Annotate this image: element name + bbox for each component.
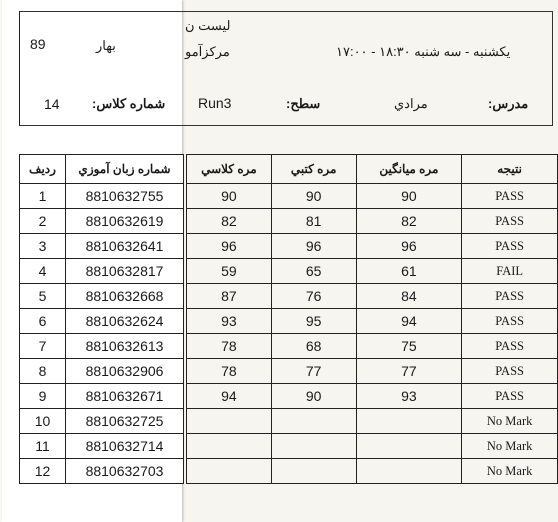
cell-average-mark: 90: [356, 184, 462, 209]
students-table-right: [186, 154, 558, 484]
cell-class-mark: 78: [187, 334, 272, 359]
cell-class-mark: 90: [187, 184, 272, 209]
class-number-value: 14: [44, 96, 60, 112]
cell-written-mark: 96: [271, 234, 356, 259]
cell-result: PASS: [462, 184, 558, 209]
cell-result: PASS: [462, 284, 558, 309]
cell-row-number: 3: [20, 234, 66, 259]
table-row: [20, 459, 184, 484]
cell-row-number: 12: [20, 459, 66, 484]
table-row: [20, 359, 184, 384]
cell-student-id: 8810632668: [66, 284, 184, 309]
cell-row-number: 4: [20, 259, 66, 284]
column-header-result: نتيجه: [462, 155, 558, 184]
cell-result: PASS: [462, 334, 558, 359]
title-fragment-2: مرکزآمو: [185, 44, 230, 59]
cell-written-mark: 90: [271, 184, 356, 209]
cell-written-mark: [271, 409, 356, 434]
table-row: [20, 259, 184, 284]
table-row: [20, 334, 184, 359]
cell-class-mark: 59: [187, 259, 272, 284]
cell-average-mark: 61: [356, 259, 462, 284]
cell-row-number: 10: [20, 409, 66, 434]
table-row: [187, 384, 558, 409]
cell-average-mark: 93: [356, 384, 462, 409]
cell-result: No Mark: [462, 434, 558, 459]
cell-written-mark: 68: [271, 334, 356, 359]
cell-row-number: 2: [20, 209, 66, 234]
column-header-written-mark: مره كتبي: [271, 155, 356, 184]
cell-result: PASS: [462, 209, 558, 234]
cell-result: PASS: [462, 359, 558, 384]
cell-written-mark: 65: [271, 259, 356, 284]
table-row: [187, 334, 558, 359]
cell-result: PASS: [462, 384, 558, 409]
cell-average-mark: 94: [356, 309, 462, 334]
cell-class-mark: 78: [187, 359, 272, 384]
cell-student-id: 8810632641: [66, 234, 184, 259]
table-row: [187, 409, 558, 434]
cell-class-mark: 93: [187, 309, 272, 334]
cell-row-number: 7: [20, 334, 66, 359]
cell-average-mark: [356, 459, 462, 484]
table-row: [20, 284, 184, 309]
cell-average-mark: [356, 434, 462, 459]
column-header-row: رديف: [20, 155, 66, 184]
table-row: [187, 234, 558, 259]
cell-student-id: 8810632725: [66, 409, 184, 434]
cell-class-mark: 96: [187, 234, 272, 259]
cell-student-id: 8810632671: [66, 384, 184, 409]
cell-student-id: 8810632703: [66, 459, 184, 484]
cell-class-mark: 94: [187, 384, 272, 409]
column-header-class-mark: مره كلاسي: [187, 155, 272, 184]
cell-class-mark: 82: [187, 209, 272, 234]
table-row: [187, 259, 558, 284]
table-row: [20, 234, 184, 259]
cell-row-number: 5: [20, 284, 66, 309]
level-label: سطح:: [286, 96, 321, 111]
cell-average-mark: 84: [356, 284, 462, 309]
column-header-average-mark: مره ميانگين: [356, 155, 462, 184]
cell-average-mark: 75: [356, 334, 462, 359]
table-row: [20, 384, 184, 409]
cell-written-mark: 77: [271, 359, 356, 384]
cell-student-id: 8810632714: [66, 434, 184, 459]
table-row: [20, 409, 184, 434]
cell-student-id: 8810632755: [66, 184, 184, 209]
cell-written-mark: [271, 434, 356, 459]
schedule: یکشنبه - سه شنبه ۱۸:۳۰ - ۱۷:۰۰: [336, 44, 511, 59]
cell-average-mark: 96: [356, 234, 462, 259]
cell-row-number: 8: [20, 359, 66, 384]
table-row: [187, 434, 558, 459]
cell-row-number: 1: [20, 184, 66, 209]
cell-class-mark: [187, 459, 272, 484]
cell-row-number: 6: [20, 309, 66, 334]
table-row: [187, 209, 558, 234]
cell-average-mark: 82: [356, 209, 462, 234]
cell-student-id: 8810632906: [66, 359, 184, 384]
class-count: 89: [30, 36, 46, 52]
cell-result: FAIL: [462, 259, 558, 284]
class-number-label: شماره کلاس:: [92, 96, 166, 111]
table-row: [187, 359, 558, 384]
cell-result: No Mark: [462, 409, 558, 434]
cell-row-number: 11: [20, 434, 66, 459]
cell-student-id: 8810632624: [66, 309, 184, 334]
cell-student-id: 8810632817: [66, 259, 184, 284]
table-row: [187, 459, 558, 484]
term: بهار: [96, 38, 116, 53]
cell-student-id: 8810632619: [66, 209, 184, 234]
cell-written-mark: 81: [271, 209, 356, 234]
table-row: [187, 184, 558, 209]
cell-class-mark: [187, 409, 272, 434]
cell-written-mark: 90: [271, 384, 356, 409]
cell-result: PASS: [462, 234, 558, 259]
cell-result: No Mark: [462, 459, 558, 484]
table-row: [20, 309, 184, 334]
level-value: Run3: [198, 95, 232, 111]
title-fragment-1: لیست ن: [185, 18, 231, 33]
cell-result: PASS: [462, 309, 558, 334]
cell-written-mark: [271, 459, 356, 484]
cell-row-number: 9: [20, 384, 66, 409]
cell-class-mark: 87: [187, 284, 272, 309]
cell-written-mark: 95: [271, 309, 356, 334]
cell-student-id: 8810632613: [66, 334, 184, 359]
cell-average-mark: [356, 409, 462, 434]
teacher-value: مرادي: [394, 96, 428, 111]
table-row: [20, 184, 184, 209]
table-row: [20, 434, 184, 459]
table-row: [187, 309, 558, 334]
students-table-left: [19, 154, 184, 484]
table-row: [20, 209, 184, 234]
cell-class-mark: [187, 434, 272, 459]
cell-average-mark: 77: [356, 359, 462, 384]
teacher-label: مدرس:: [488, 96, 529, 111]
cell-written-mark: 76: [271, 284, 356, 309]
table-row: [187, 284, 558, 309]
column-header-student-id: شماره زبان آموزي: [66, 155, 184, 184]
